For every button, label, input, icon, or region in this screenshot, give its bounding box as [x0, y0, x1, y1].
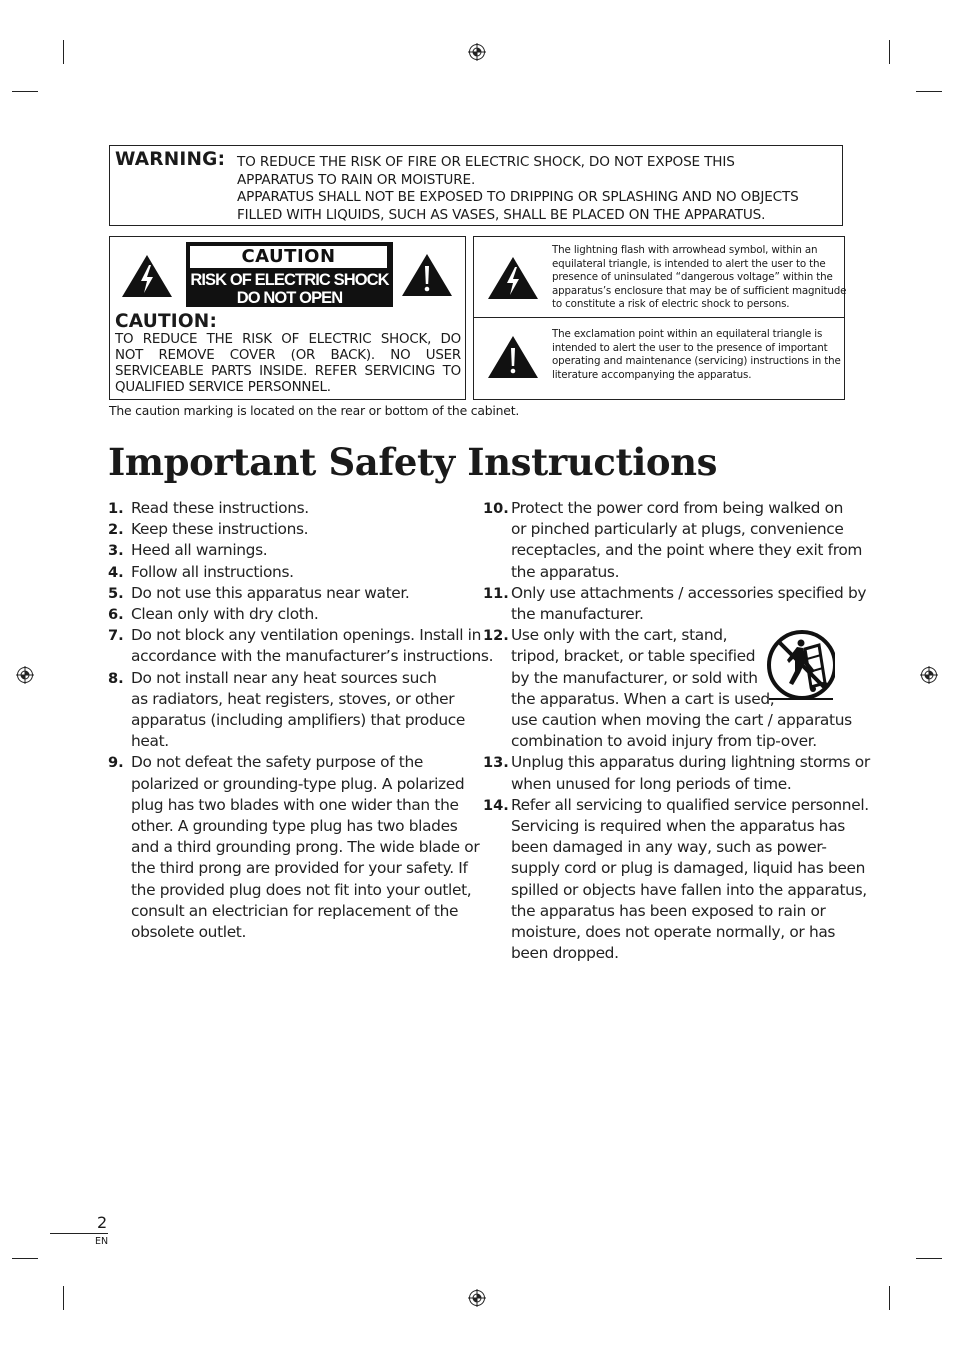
instruction-number: 11.	[483, 584, 509, 602]
instruction-line: as radiators, heat registers, stoves, or other	[131, 689, 455, 708]
crop-mark	[889, 1286, 890, 1310]
warning-line: APPARATUS SHALL NOT BE EXPOSED TO DRIPPING OR SPLASHING AND NO OBJECTS	[237, 189, 799, 205]
instruction-text	[131, 519, 468, 540]
description-line: equilateral triangle, is intended to alert the user to the	[552, 257, 826, 270]
instruction-line: Protect the power cord from being walked on	[511, 499, 844, 517]
exclamation-warning-icon	[400, 252, 454, 298]
caution-box	[109, 236, 466, 400]
instruction-line: supply cord or plug is damaged, liquid has been	[511, 859, 866, 878]
caution-line: QUALIFIED SERVICE PERSONNEL.	[115, 380, 331, 395]
description-line: presence of uninsulated “dangerous voltage” within the	[552, 271, 833, 283]
warning-box	[109, 145, 843, 226]
instruction-number: 9.	[108, 754, 124, 772]
instruction-item	[108, 562, 468, 583]
instruction-line: other. A grounding type plug has two blades	[131, 817, 458, 836]
instruction-line: by the manufacturer, or sold with	[511, 668, 758, 687]
instruction-item	[108, 540, 468, 561]
instruction-item	[108, 668, 468, 753]
instruction-item	[108, 519, 468, 540]
instruction-line: consult an electrician for replacement of the	[131, 901, 459, 920]
instruction-text	[511, 498, 863, 583]
crop-mark	[63, 1286, 64, 1310]
instruction-number: 6.	[108, 606, 124, 624]
instruction-line: been damaged in any way, such as power-	[511, 838, 827, 857]
instruction-line: Follow all instructions.	[131, 562, 294, 581]
instruction-line: Servicing is required when the apparatus has	[511, 817, 845, 836]
instruction-line: or pinched particularly at plugs, convenience	[511, 520, 844, 539]
instruction-line: the manufacturer.	[511, 605, 644, 624]
instruction-line: Do not install near any heat sources such	[131, 668, 437, 687]
instruction-line: heat.	[131, 732, 169, 751]
description-line: The exclamation point within an equilateral triangle is	[552, 328, 823, 340]
instruction-line: been dropped.	[511, 944, 619, 963]
instruction-line: Only use attachments / accessories specified by	[511, 583, 867, 602]
instruction-number: 1.	[108, 500, 124, 517]
instruction-text	[131, 604, 468, 625]
instruction-item	[108, 604, 468, 625]
description-line: to constitute a risk of electric shock to persons.	[552, 298, 790, 310]
crop-mark	[12, 91, 38, 92]
caution-label-panel	[186, 242, 393, 307]
lightning-warning-icon	[120, 253, 174, 299]
description-line: operating and maintenance (servicing) instructions in the	[552, 355, 841, 367]
instruction-line: polarized or grounding-type plug. A polarized	[131, 774, 465, 793]
divider	[474, 317, 844, 318]
exclamation-warning-icon	[486, 334, 540, 380]
instruction-number: 7.	[108, 627, 124, 645]
symbol-explanation-box	[473, 236, 845, 400]
crop-mark	[889, 40, 890, 64]
warning-line: APPARATUS TO RAIN OR MOISTURE.	[237, 171, 476, 188]
crop-mark	[12, 1258, 38, 1259]
instruction-line: the apparatus.	[511, 562, 620, 581]
warning-label: WARNING:	[115, 149, 226, 170]
instruction-number: 4.	[108, 563, 124, 581]
instruction-item	[483, 795, 869, 965]
instruction-line: the apparatus. When a cart is used,	[511, 689, 775, 708]
caution-label-title: CAUTION	[190, 246, 387, 268]
instruction-line: obsolete outlet.	[131, 923, 247, 942]
instruction-text	[511, 752, 870, 794]
instruction-line: Use only with the cart, stand,	[511, 626, 728, 645]
page-number: 2	[97, 1213, 108, 1232]
instruction-line: the apparatus has been exposed to rain or	[511, 901, 826, 920]
instruction-number: 13.	[483, 754, 509, 772]
instruction-item	[483, 583, 867, 625]
instruction-line: Do not use this apparatus near water.	[131, 583, 410, 602]
instruction-line: the provided plug does not fit into your outlet,	[131, 880, 472, 899]
caution-label-line: RISK OF ELECTRIC SHOCK	[190, 271, 389, 289]
instruction-item	[483, 752, 870, 794]
instruction-number: 3.	[108, 542, 124, 560]
instruction-item	[108, 752, 480, 943]
instruction-text	[511, 795, 869, 965]
instruction-text	[131, 583, 468, 604]
instruction-text	[131, 752, 480, 943]
instruction-line: Keep these instructions.	[131, 520, 309, 539]
caution-text	[115, 332, 461, 396]
caution-line: TO REDUCE THE RISK OF ELECTRIC SHOCK, DO	[115, 332, 461, 347]
registration-mark-icon	[468, 43, 486, 61]
caution-heading: CAUTION:	[115, 311, 218, 332]
instruction-number: 2.	[108, 521, 124, 539]
description-line: The lightning flash with arrowhead symbol, within an	[552, 244, 818, 256]
description-line: apparatus’s enclosure that may be of sufficient magnitude	[552, 284, 847, 297]
page-title: Important Safety Instructions	[108, 440, 718, 484]
instruction-line: Unplug this apparatus during lightning storms or	[511, 753, 870, 772]
instruction-line: and a third grounding prong. The wide blade or	[131, 838, 480, 857]
exclamation-symbol-description	[552, 328, 842, 382]
instruction-line: use caution when moving the cart / apparatus	[511, 711, 852, 730]
instruction-line: moisture, does not operate normally, or has	[511, 923, 836, 942]
crop-mark	[916, 1258, 942, 1259]
instructions-left-column	[108, 498, 494, 943]
description-line: intended to alert the user to the presence of important	[552, 341, 828, 354]
description-line: literature accompanying the apparatus.	[552, 368, 752, 381]
caution-line: NOT REMOVE COVER (OR BACK). NO USER	[115, 348, 461, 363]
lightning-symbol-description	[552, 244, 847, 312]
instruction-line: accordance with the manufacturer’s instructions.	[131, 647, 494, 666]
instruction-line: receptacles, and the point where they exit from	[511, 541, 863, 560]
instruction-line: apparatus (including amplifiers) that produce	[131, 711, 466, 730]
instruction-number: 10.	[483, 500, 509, 517]
instruction-line: combination to avoid injury from tip-over.	[511, 732, 817, 751]
warning-line: FILLED WITH LIQUIDS, SUCH AS VASES, SHALL BE PLACED ON THE APPARATUS.	[237, 206, 766, 223]
instruction-line: Do not defeat the safety purpose of the	[131, 753, 424, 772]
instruction-item	[483, 498, 863, 583]
instruction-text	[131, 668, 468, 753]
cabinet-note: The caution marking is located on the rear or bottom of the cabinet.	[109, 403, 520, 418]
instructions-right-column	[483, 498, 870, 964]
instruction-item	[108, 583, 468, 604]
warning-text	[237, 154, 841, 224]
instruction-item	[108, 625, 494, 667]
instruction-line: the third prong are provided for your safety. If	[131, 859, 468, 878]
instruction-line: Read these instructions.	[131, 499, 309, 517]
instruction-text	[131, 540, 468, 561]
instruction-number: 8.	[108, 669, 124, 687]
instruction-item	[108, 498, 468, 519]
caution-line: SERVICEABLE PARTS INSIDE. REFER SERVICING TO	[115, 364, 461, 379]
instruction-line: tripod, bracket, or table specified	[511, 647, 756, 666]
registration-mark-icon	[920, 666, 938, 684]
instruction-line: Heed all warnings.	[131, 541, 268, 560]
instruction-line: Do not block any ventilation openings. Install in	[131, 626, 482, 645]
page-language: EN	[95, 1236, 109, 1247]
instruction-text	[131, 562, 468, 583]
instruction-line: plug has two blades with one wider than the	[131, 795, 459, 814]
cart-tip-over-warning-icon	[767, 627, 835, 703]
warning-line: TO REDUCE THE RISK OF FIRE OR ELECTRIC SHOCK, DO NOT EXPOSE THIS	[237, 154, 735, 170]
registration-mark-icon	[468, 1289, 486, 1307]
caution-label-line: DO NOT OPEN	[236, 289, 343, 307]
crop-mark	[63, 40, 64, 64]
instruction-number: 5.	[108, 584, 124, 602]
registration-mark-icon	[16, 666, 34, 684]
divider	[50, 1233, 108, 1234]
instruction-line: when unused for long periods of time.	[511, 774, 792, 793]
instruction-text	[131, 498, 468, 519]
instruction-line: Refer all servicing to qualified service personnel.	[511, 795, 869, 814]
instruction-text	[131, 625, 494, 667]
crop-mark	[916, 91, 942, 92]
instruction-text	[511, 583, 867, 625]
lightning-warning-icon	[486, 255, 540, 301]
instruction-number: 14.	[483, 796, 509, 814]
instruction-line: spilled or objects have fallen into the apparatus,	[511, 880, 867, 899]
instruction-number: 12.	[483, 627, 509, 645]
instruction-line: Clean only with dry cloth.	[131, 605, 319, 624]
